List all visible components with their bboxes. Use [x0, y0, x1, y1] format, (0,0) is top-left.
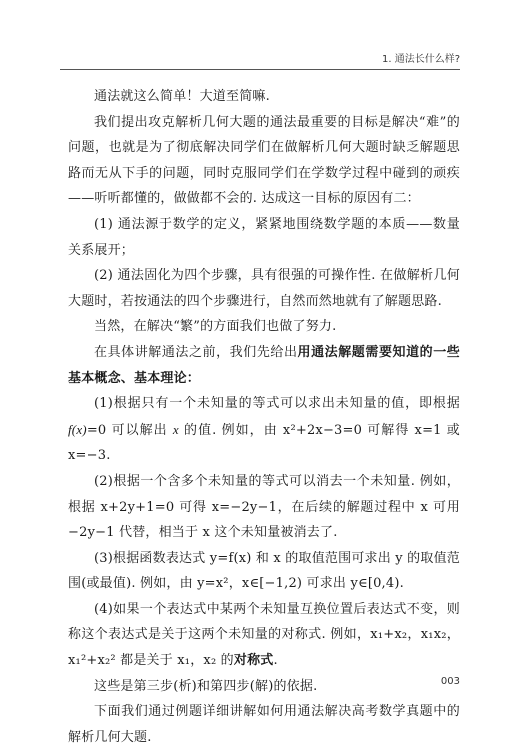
body-text [68, 84, 460, 750]
paragraph-6 [68, 340, 460, 391]
paragraph-6-text: 在具体讲解通法之前，我们先给出 [94, 344, 298, 360]
paragraph-8: (2)根据一个含多个未知量的等式可以消去一个未知量. 例如，根据 x+2y+1=0 可得 x=−2y−1，在后续的解题过程中 x 可用 −2y−1 代替，相当于 x 这个未知量被消去了. [68, 473, 460, 541]
symmetric-term: 对称式 [233, 653, 274, 669]
paragraph-7-text-2: =0 可以解出 [86, 422, 173, 438]
paragraph-12: 下面我们通过例题详细讲解如何用通法解决高考数学真题中的解析几何大题. [68, 704, 460, 745]
paragraph-7 [68, 391, 460, 469]
paragraph-10 [68, 597, 460, 674]
basic-concepts-heading: 用通法解题需要知道的一些基本概念、基本理论： [68, 344, 460, 386]
math-x: x [172, 421, 179, 437]
math-fx: f(x) [68, 421, 87, 437]
paragraph-7-text-3: 的值. 例如，由 x²+2x−3=0 可解得 x=1 或 x=−3. [68, 422, 460, 464]
running-header: 1. 通法长什么样? [381, 54, 460, 65]
paragraph-3: (1) 通法源于数学的定义，紧紧地围绕数学题的本质——数量关系展开； [68, 216, 460, 258]
paragraph-10-end: . [273, 653, 278, 669]
paragraph-10-text: (4)如果一个表达式中某两个未知量互换位置后表达式不变，则称这个表达式是关于这两个未知量的对称式. 例如，x₁+x₂，x₁x₂，x₁²+x₂² 都是关于 x₁，x₂ 的 [68, 601, 460, 669]
paragraph-2: 我们提出攻克解析几何大题的通法最重要的目标是解决“难”的问题，也就是为了彻底解决同学们在做解析几何大题时缺乏解题思路而无从下手的问题，同时克服同学们在学数学过程中碰到的顽疾——听听都懂的，做做都不会的. 达成这一目标的原因有二： [68, 114, 460, 207]
header-rule [60, 69, 460, 70]
paragraph-7-text: (1)根据只有一个未知量的等式可以求出未知量的值，即根据 [94, 396, 460, 412]
paragraph-9: (3)根据函数表达式 y=f(x) 和 x 的取值范围可求出 y 的取值范围(或最值). 例如，由 y=x²，x∈[−1,2) 可求出 y∈[0,4). [68, 550, 460, 592]
paragraph-5: 当然，在解决“繁”的方面我们也做了努力. [94, 319, 337, 335]
paragraph-11: 这些是第三步(析)和第四步(解)的依据. [94, 678, 318, 694]
page-number: 003 [440, 676, 460, 687]
paragraph-4: (2) 通法固化为四个步骤，具有很强的可操作性. 在做解析几何大题时，若按通法的四个步骤进行，自然而然地就有了解题思路. [68, 268, 460, 309]
paragraph-1: 通法就这么简单！大道至简嘛. [94, 89, 270, 104]
